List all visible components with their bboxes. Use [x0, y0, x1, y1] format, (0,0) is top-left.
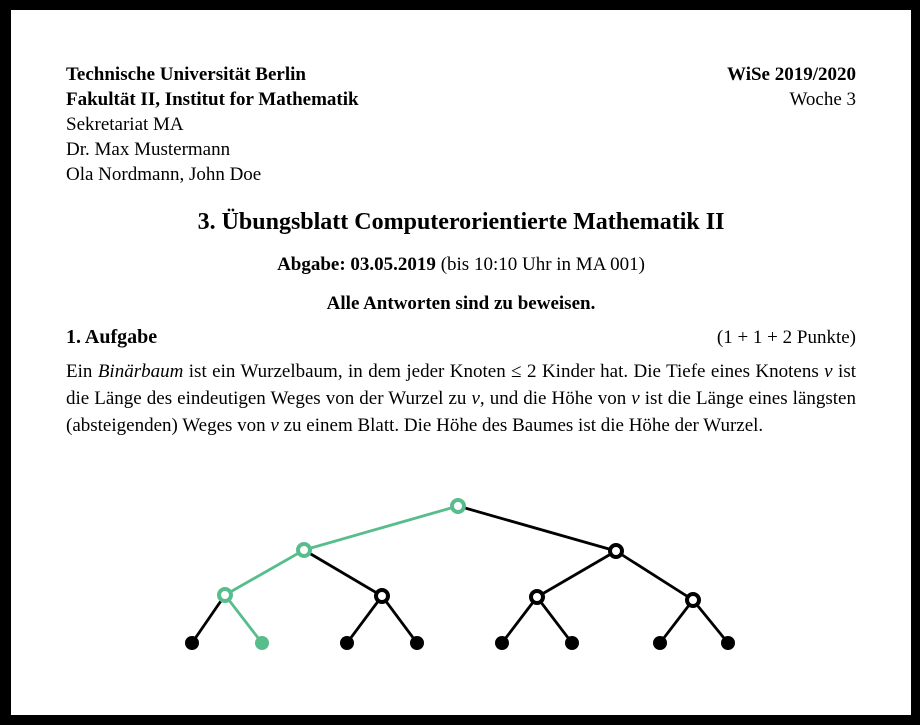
page-content	[11, 10, 911, 439]
letterhead-left	[66, 62, 359, 187]
week-label: Woche 3	[789, 89, 856, 110]
exercise-heading: 1. Aufgabe	[66, 326, 158, 348]
semester-label: WiSe 2019/2020	[727, 64, 856, 85]
exercise-text-italic-segment: v	[270, 415, 279, 436]
submission-details: (bis 10:10 Uhr in MA 001)	[435, 254, 645, 275]
exercise-text	[66, 358, 856, 439]
page	[11, 10, 911, 715]
lecturer-name: Dr. Max Mustermann	[66, 139, 231, 160]
exercise-text-italic-segment: Binärbaum	[97, 361, 184, 382]
exercise-text-segment: ist die Länge eines längsten (absteigenden) Weges von	[66, 388, 856, 436]
exercise-text-segment: Ein	[66, 361, 98, 382]
submission-date: Abgabe: 03.05.2019	[277, 254, 436, 275]
letterhead-right	[727, 62, 856, 112]
sheet-title: 3. Übungsblatt Computerorientierte Mathematik II	[197, 209, 725, 235]
exercise-text-segment: ist ein Wurzelbaum, in dem jeder Knoten ≤ 2 Kinder hat. Die Tiefe eines Knotens	[183, 361, 825, 382]
faculty-name: Fakultät II, Institut for Mathematik	[66, 89, 359, 110]
exercise-header-row	[66, 326, 856, 349]
office-name: Sekretariat MA	[66, 114, 184, 135]
submission-line	[66, 253, 856, 277]
exercise-text-segment: ist die Länge des eindeutigen Weges von der Wurzel zu	[66, 361, 856, 409]
exercise-text-segment: , und die Höhe von	[479, 388, 632, 409]
exercise-text-italic-segment: v	[471, 388, 480, 409]
assistant-names: Ola Nordmann, John Doe	[66, 164, 262, 185]
exercise-text-italic-segment: v	[824, 361, 833, 382]
exercise-text-italic-segment: v	[631, 388, 640, 409]
exercise-text-segment: zu einem Blatt. Die Höhe des Baumes ist die Höhe der Wurzel.	[278, 415, 764, 436]
letterhead	[66, 62, 856, 187]
exercise-points: (1 + 1 + 2 Punkte)	[716, 327, 856, 348]
notice-line: Alle Antworten sind zu beweisen.	[326, 293, 596, 314]
institution-name: Technische Universität Berlin	[66, 64, 306, 85]
